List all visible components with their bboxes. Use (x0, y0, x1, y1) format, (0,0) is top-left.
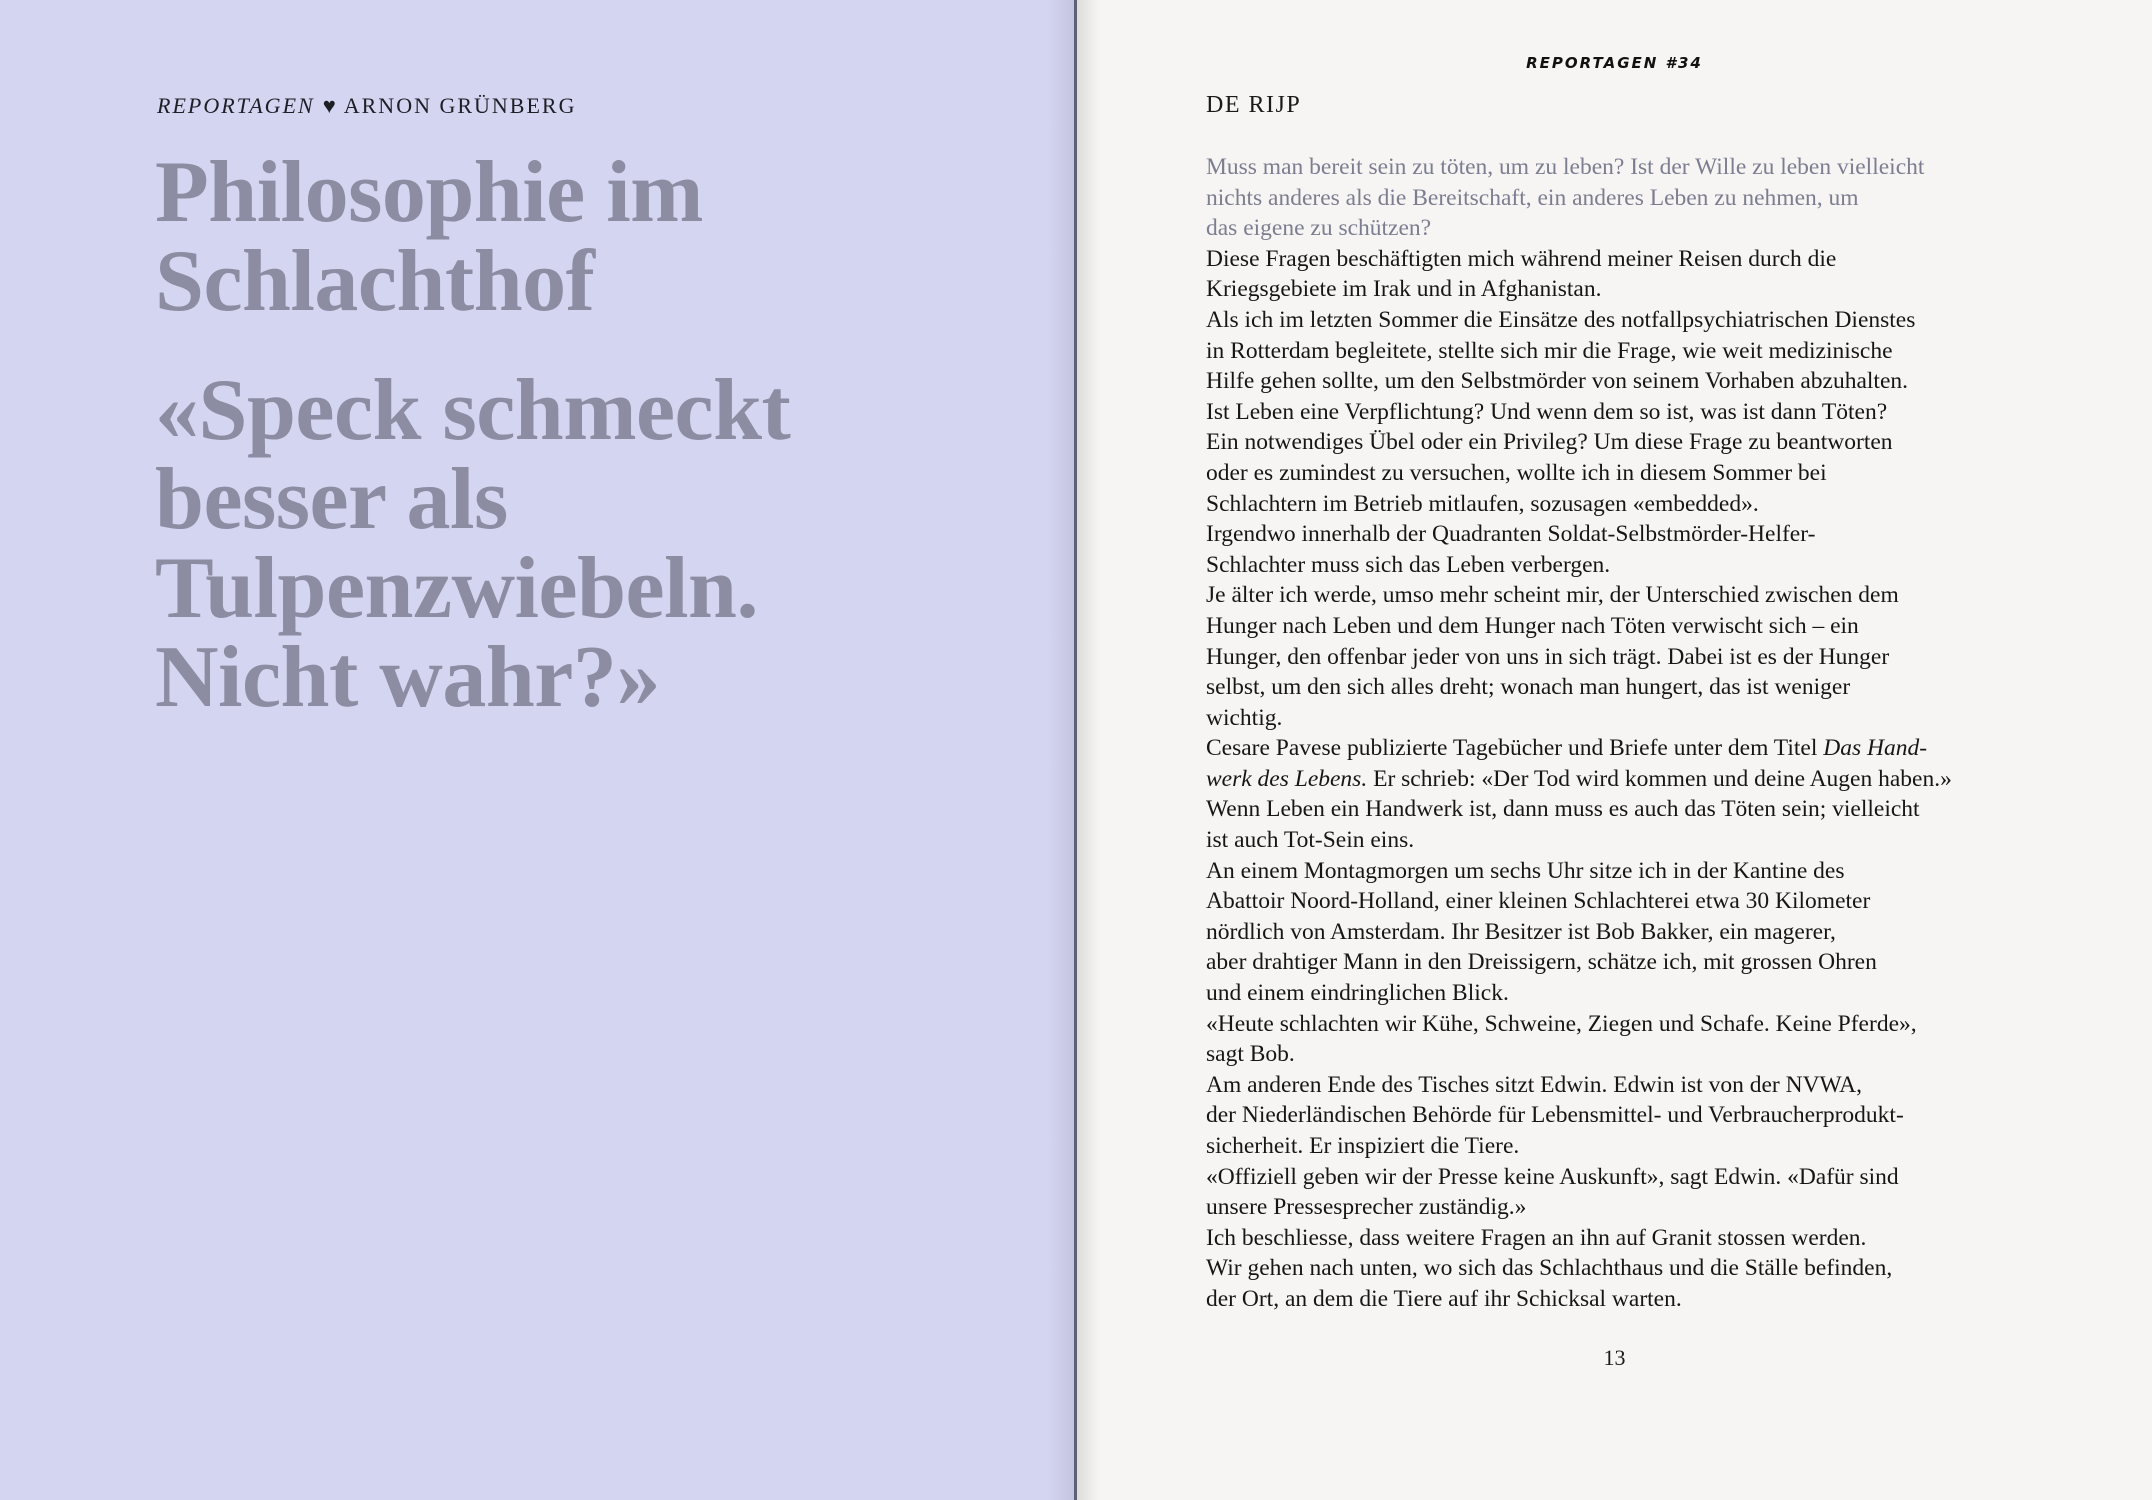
paragraph: Cesare Pavese publizierte Tagebücher und Briefe unter dem Titel Das Hand- werk des Lebens. Er schrieb: «Der Tod wird kommen und deine Augen haben.» Wenn Leben ein Handwerk ist, dann muss es auch das Töten sein; vielleicht ist auch Tot-Sein eins. (1206, 735, 1952, 854)
quote-line: «Speck schmeckt (155, 362, 791, 459)
kicker-section: REPORTAGEN (157, 93, 315, 118)
headline (155, 144, 1035, 330)
paragraph: «Heute schlachten wir Kühe, Schweine, Ziegen und Schafe. Keine Pferde», sagt Bob. (1206, 1010, 1917, 1068)
title-block (155, 144, 1035, 726)
paragraph: «Offiziell geben wir der Presse keine Auskunft», sagt Edwin. «Dafür sind unsere Pressesprecher zuständig.» (1206, 1163, 1899, 1221)
paragraph: Je älter ich werde, umso mehr scheint mir, der Unterschied zwischen dem Hunger nach Leben und dem Hunger nach Töten verwischt sich – ein Hunger, den offenbar jeder von uns in sich trägt. Dabei ist es der Hunger selbst, um den sich alles dreht; wonach man hungert, das ist weniger wichtig. (1206, 582, 1899, 731)
book-title: Das Hand- (1823, 735, 1928, 762)
quote-line: Nicht wahr?» (155, 629, 660, 726)
paragraph: Irgendwo innerhalb der Quadranten Soldat-Selbstmörder-Helfer- Schlachter muss sich das Leben verbergen. (1206, 521, 1816, 578)
section-label: DE RIJP (1206, 92, 1302, 118)
paragraph: Ich beschliesse, dass weitere Fragen an ihn auf Granit stossen werden. Wir gehen nach unten, wo sich das Schlachthaus und die Ställe befinden, der Ort, an dem die Tiere auf ihr Schicksal warten. (1206, 1224, 1893, 1312)
kicker-author: ARNON GRÜNBERG (343, 93, 577, 118)
lead-paragraph: Muss man bereit sein zu töten, um zu leben? Ist der Wille zu leben vielleicht nichts anderes als die Bereitschaft, ein anderes Leben zu nehmen, um das eigene zu schützen? (1206, 154, 1925, 242)
paragraph: Diese Fragen beschäftigten mich während meiner Reisen durch die Kriegsgebiete im Irak und in Afghanistan. (1206, 245, 1837, 303)
running-head: REPORTAGEN #34 (1526, 54, 1703, 72)
paragraph: An einem Montagmorgen um sechs Uhr sitze ich in der Kantine des Abattoir Noord-Holland, einer kleinen Schlachterei etwa 30 Kilometer nördlich von Amsterdam. Ihr Besitzer ist Bob Bakker, ein magerer, aber drahtiger Mann in den Dreissigern, schätze ich, mit grossen Ohren und einem eindringlichen Blick. (1206, 857, 1877, 1007)
paragraph: Am anderen Ende des Tisches sitzt Edwin. Edwin ist von der NVWA, der Niederländischen Behörde für Lebensmittel- und Verbraucherprodukt- sicherheit. Er inspiziert die Tiere. (1206, 1071, 1904, 1159)
pull-quote (155, 362, 1035, 726)
paragraph: Als ich im letzten Sommer die Einsätze des notfallpsychiatrischen Dienstes in Rotterdam begleitete, stellte sich mir die Frage, wie weit medizinische Hilfe gehen sollte, um den Selbstmörder von seinem Vorhaben abzuhalten. Ist Leben eine Verpflichtung? Und wenn dem so ist, was ist dann Töten? Ein notwendiges Übel oder ein Privileg? Um diese Frage zu beantworten oder es zumindest zu versuchen, wollte ich in diesem Sommer bei Schlachtern im Betrieb mitlaufen, sozusagen «embedded». (1206, 306, 1916, 517)
quote-line: besser als (155, 451, 508, 548)
kicker (157, 93, 577, 119)
heart-icon: ♥ (322, 93, 338, 118)
article-body (1206, 152, 2006, 1315)
headline-line: Schlachthof (155, 233, 595, 330)
quote-line: Tulpenzwiebeln. (155, 540, 758, 637)
headline-line: Philosophie im (155, 144, 703, 241)
book-title: werk des Lebens. (1206, 765, 1368, 792)
page-number: 13 (1603, 1345, 1626, 1370)
left-page (0, 0, 1074, 1500)
right-page (1077, 0, 2152, 1500)
